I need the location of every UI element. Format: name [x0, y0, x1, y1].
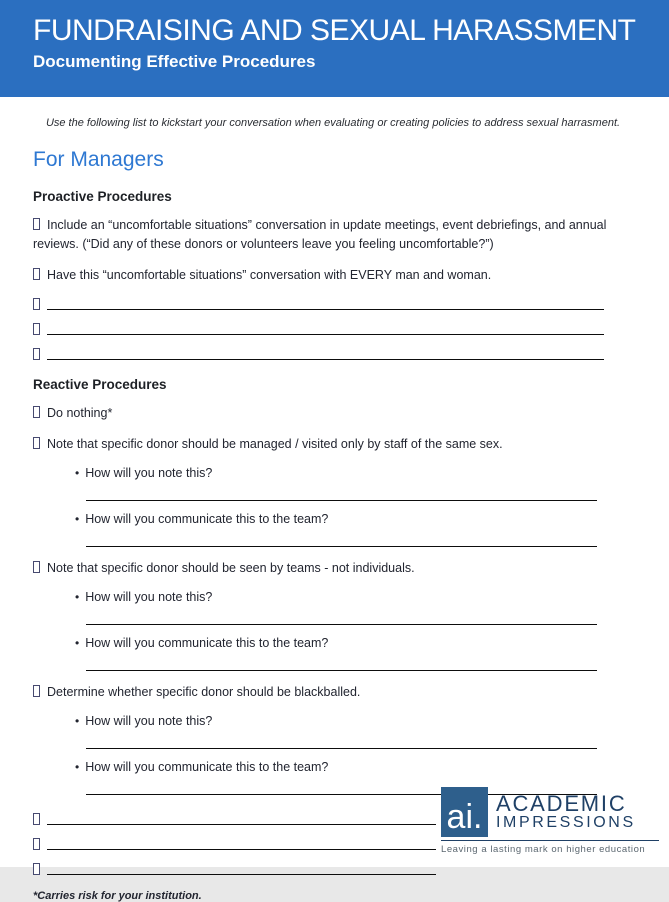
sub-question: [75, 760, 633, 774]
checkbox-icon: [33, 348, 40, 360]
checkbox-icon: [33, 437, 40, 449]
write-in-line: [47, 837, 436, 850]
checkbox-icon: [33, 561, 40, 573]
document-subtitle: Documenting Effective Procedures: [33, 52, 316, 71]
checklist-item-text: Note that specific donor should be seen by teams - not individuals.: [47, 561, 415, 575]
sub-question-text: How will you communicate this to the team?: [85, 512, 329, 526]
checklist-item-text: Determine whether specific donor should be blackballed.: [47, 685, 361, 699]
document-title: FUNDRAISING AND SEXUAL HARASSMENT: [33, 14, 636, 47]
document-header: [0, 0, 669, 97]
checklist-item: [33, 435, 633, 454]
blank-checklist-line: [33, 861, 633, 875]
blank-checklist-line: [33, 321, 633, 335]
write-in-line: [86, 670, 597, 671]
sub-question: [75, 466, 633, 480]
write-in-line: [86, 624, 597, 625]
footnote: *Carries risk for your institution.: [33, 890, 202, 902]
checkbox-icon: [33, 406, 40, 418]
write-in-line: [47, 347, 604, 360]
sub-question: [75, 512, 633, 526]
write-in-line: [86, 500, 597, 501]
checklist-item-text: Do nothing*: [47, 406, 113, 420]
checklist-item-text: Have this “uncomfortable situations” conversation with EVERY man and woman.: [47, 268, 492, 282]
document-body: [0, 117, 669, 902]
sub-question: [75, 714, 633, 728]
write-in-line: [47, 322, 604, 335]
sub-question-text: How will you note this?: [85, 714, 213, 728]
checklist-item: [33, 266, 633, 285]
logo-name-line2: IMPRESSIONS: [496, 814, 636, 831]
bullet-icon: •: [75, 636, 80, 650]
section-heading: For Managers: [33, 148, 164, 171]
bullet-icon: •: [75, 512, 80, 526]
sub-question-text: How will you communicate this to the team?: [85, 636, 329, 650]
checkbox-icon: [33, 218, 40, 230]
blank-checklist-line: [33, 296, 633, 310]
write-in-line: [47, 812, 436, 825]
write-in-line: [86, 546, 597, 547]
checklist-item: [33, 559, 633, 578]
logo-tagline: Leaving a lasting mark on higher education: [441, 844, 646, 855]
reactive-heading: Reactive Procedures: [33, 377, 167, 392]
bullet-icon: •: [75, 760, 80, 774]
bullet-icon: •: [75, 590, 80, 604]
sub-question-text: How will you note this?: [85, 466, 213, 480]
sub-question-text: How will you note this?: [85, 590, 213, 604]
checkbox-icon: [33, 268, 40, 280]
checklist-item-text: Note that specific donor should be managed / visited only by staff of the same sex.: [47, 437, 503, 451]
checkbox-icon: [33, 685, 40, 697]
logo-name-line1: ACADEMIC: [496, 791, 627, 816]
write-in-line: [47, 297, 604, 310]
logo-rule: [441, 840, 659, 841]
checkbox-icon: [33, 838, 40, 850]
checklist-item: [33, 404, 633, 423]
checklist-item: [33, 683, 633, 702]
academic-impressions-logo: [441, 787, 659, 855]
write-in-line: [86, 748, 597, 749]
write-in-line: [47, 862, 436, 875]
checkbox-icon: [33, 863, 40, 875]
checkbox-icon: [33, 298, 40, 310]
sub-question: [75, 636, 633, 650]
intro-note: Use the following list to kickstart your conversation when evaluating or creating policies to address sexual harrasment.: [45, 117, 621, 129]
proactive-heading: Proactive Procedures: [33, 189, 172, 204]
checkbox-icon: [33, 813, 40, 825]
checklist-item: [33, 216, 633, 254]
checklist-item-text: Include an “uncomfortable situations” conversation in update meetings, event debriefings, and annual reviews. (“Did any of these donors or volunteers leave you feeling uncomfortable?”): [33, 218, 607, 251]
sub-question-text: How will you communicate this to the team?: [85, 760, 329, 774]
bullet-icon: •: [75, 714, 80, 728]
blank-checklist-line: [33, 346, 633, 360]
logo-monogram-icon: ai.: [441, 787, 488, 837]
checkbox-icon: [33, 323, 40, 335]
sub-question: [75, 590, 633, 604]
bullet-icon: •: [75, 466, 80, 480]
